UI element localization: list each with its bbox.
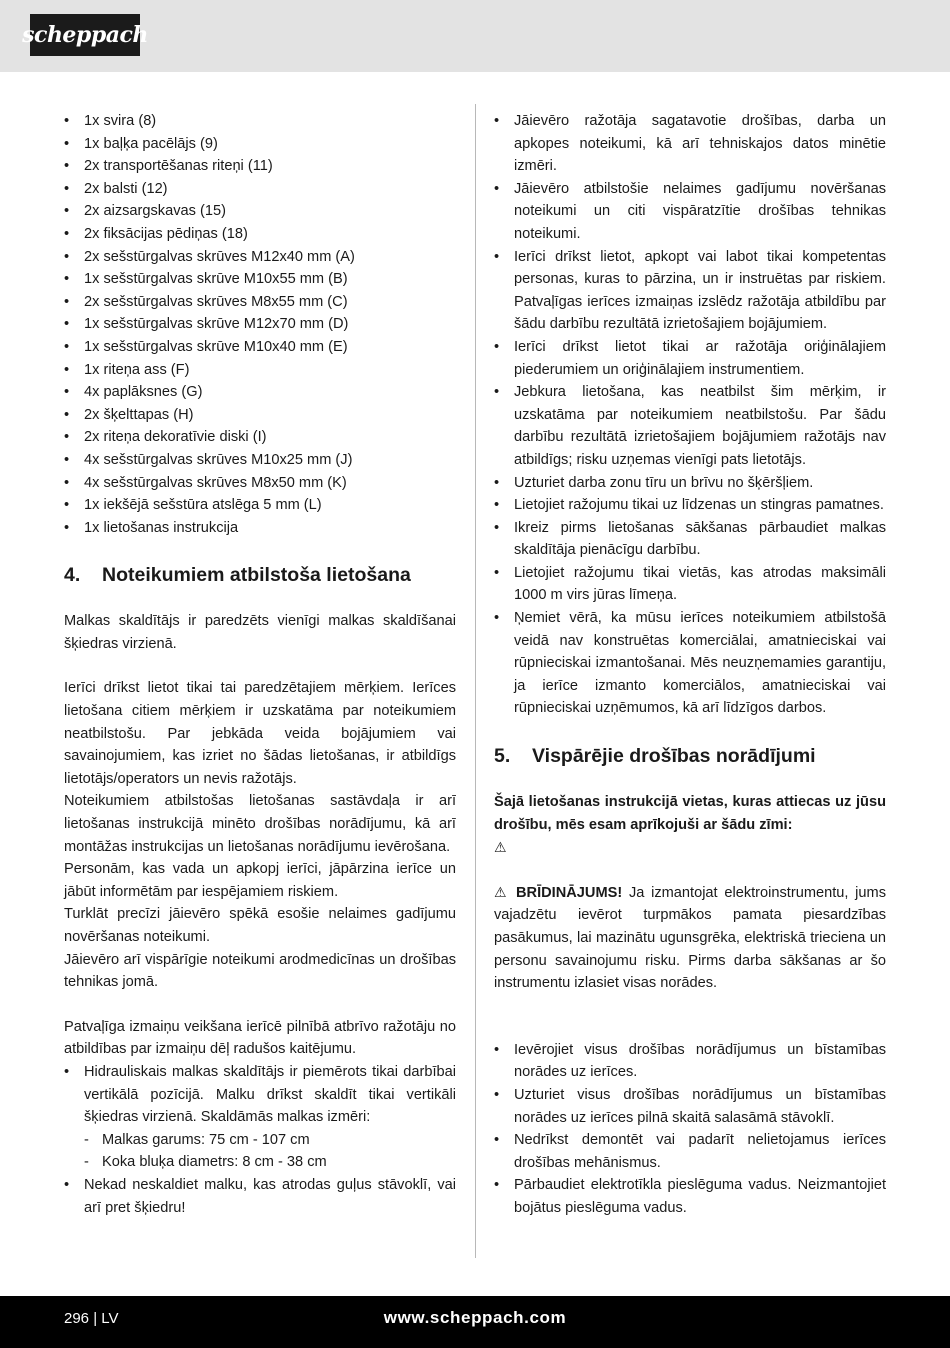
list-item: • 4x paplāksnes (G): [64, 381, 456, 404]
left-column: [64, 110, 456, 1219]
list-item: • 1x sešstūrgalvas skrūve M10x40 mm (E): [64, 336, 456, 359]
list-item: • Ierīci drīkst lietot, apkopt vai labot tikai kompetentas personas, kuras to pārzina, un ir instruētas par riskiem. Patvaļīgas ierīces izmaiņas izslēdz ražotāja atbildību par šādu darbību rezultātā izrietošajiem bojājumiem.: [494, 246, 886, 336]
list-item: • 2x šķelttapas (H): [64, 404, 456, 427]
paragraph: Turklāt precīzi jāievēro spēkā esošie nelaimes gadījumu novēršanas noteikumi.: [64, 906, 456, 945]
dash-item: - Malkas garums: 75 cm - 107 cm: [84, 1129, 456, 1152]
list-item: • 1x sešstūrgalvas skrūve M12x70 mm (D): [64, 313, 456, 336]
page-number: 296 | LV: [64, 1310, 119, 1327]
list-item: • Lietojiet ražojumu tikai vietās, kas atrodas maksimāli 1000 m virs jūras līmeņa.: [494, 562, 886, 607]
list-item: • Jāievēro atbilstošie nelaimes gadījumu novēršanas noteikumi un citi vispāratzītie drošības tehnikas noteikumi.: [494, 178, 886, 246]
list-item: • 2x aizsargskavas (15): [64, 200, 456, 223]
list-item: • Lietojiet ražojumu tikai uz līdzenas un stingras pamatnes.: [494, 494, 886, 517]
list-item: • 1x riteņa ass (F): [64, 359, 456, 382]
paragraph: Jāievēro arī vispārīgie noteikumi arodmedicīnas un drošības tehnikas jomā.: [64, 951, 456, 991]
page-header: [0, 0, 950, 72]
list-item: • 1x svira (8): [64, 110, 456, 133]
rules-list: [494, 110, 886, 720]
list-item: • Pārbaudiet elektrotīkla pieslēguma vadus. Neizmantojiet bojātus pieslēguma vadus.: [494, 1174, 886, 1219]
list-item: • 2x balsti (12): [64, 178, 456, 201]
list-item: • 2x sešstūrgalvas skrūves M8x55 mm (C): [64, 291, 456, 314]
list-item: • 1x sešstūrgalvas skrūve M10x55 mm (B): [64, 268, 456, 291]
safety-list: [494, 1039, 886, 1220]
section-title: Vispārējie drošības norādījumi: [532, 745, 816, 768]
list-item: • 4x sešstūrgalvas skrūves M10x25 mm (J): [64, 449, 456, 472]
section-4-heading: [64, 562, 456, 588]
list-item: • Nedrīkst demontēt vai padarīt nelietojamus ierīces drošības mehānismus.: [494, 1129, 886, 1174]
paragraph: Personām, kas vada un apkopj ierīci, jāpārzina ierīce un jābūt informētām par iespējamiem riskiem.: [64, 861, 456, 900]
warning-icon: ⚠: [494, 839, 507, 856]
list-item: • 2x sešstūrgalvas skrūves M12x40 mm (A): [64, 246, 456, 269]
list-item: • 2x transportēšanas riteņi (11): [64, 155, 456, 178]
usage-list: [64, 1061, 456, 1219]
paragraph: Ierīci drīkst lietot tikai tai paredzētajiem mērķiem. Ierīces lietošana citiem mērķiem ir uzskatāma par noteikumiem neatbilstošu. Par jebkāda veida bojājumiem vai savainojumiem, kas izriet no šādas lietošanas, ir atbildīgs lietotājs/operators un nevis ražotājs.: [64, 680, 456, 787]
list-item: • 2x fiksācijas pēdiņas (18): [64, 223, 456, 246]
section-number: 5.: [494, 745, 511, 768]
list-item: • 1x baļķa pacēlājs (9): [64, 133, 456, 156]
paragraph: Noteikumiem atbilstošas lietošanas sastāvdaļa ir arī lietošanas instrukcijā minēto drošības norādījumu, kā arī montāžas instrukcijas un lietošanas norādījumu ievērošana.: [64, 793, 456, 855]
list-item: • Ikreiz pirms lietošanas sākšanas pārbaudiet malkas skaldītāja pienācīgu darbību.: [494, 517, 886, 562]
warning-label: BRĪDINĀJUMS!: [515, 884, 623, 901]
brand-logo: scheppach: [30, 14, 140, 56]
list-item: • Jāievēro ražotāja sagatavotie drošības, darba un apkopes noteikumi, kā arī tehniskajos datos minētie izmēri.: [494, 110, 886, 178]
list-item: • 4x sešstūrgalvas skrūves M8x50 mm (K): [64, 472, 456, 495]
list-item: • Ierīci drīkst lietot tikai ar ražotāja oriģinālajiem piederumiem un oriģinālajiem instrumentiem.: [494, 336, 886, 381]
list-item: • 1x iekšējā sešstūra atslēga 5 mm (L): [64, 494, 456, 517]
section-title: Noteikumiem atbilstoša lietošana: [102, 564, 411, 587]
list-item: • Uzturiet visus drošības norādījumus un bīstamības norādes uz ierīces pilnā skaitā salasāmā stāvoklī.: [494, 1084, 886, 1129]
section-5-heading: [494, 743, 886, 769]
parts-list: [64, 110, 456, 539]
warning-icon: ⚠: [494, 883, 510, 900]
list-item: • 2x riteņa dekoratīvie diski (I): [64, 426, 456, 449]
safety-intro: Šajā lietošanas instrukcijā vietas, kuras attiecas uz jūsu drošību, mēs esam aprīkojuši ar šādu zīmi:: [494, 794, 886, 833]
paragraph: Patvaļīga izmaiņu veikšana ierīcē pilnībā atbrīvo ražotāju no atbildības par izmaiņu dēļ radušos kaitējumu.: [64, 1018, 456, 1058]
column-divider: [475, 104, 476, 1258]
section-number: 4.: [64, 564, 81, 587]
list-item: • 1x lietošanas instrukcija: [64, 517, 456, 540]
list-item: • Ņemiet vērā, ka mūsu ierīces noteikumiem atbilstošā veidā nav konstruētas komerciālai, amatnieciskai vai rūpnieciskai izmantošanai. Mēs neuzņemamies garantiju, ja ierīce izmanto komerciālos, amatnieciskai vai rūpnieciskai uzņēmumos, kā arī līdzīgos darbos.: [494, 607, 886, 720]
website-link[interactable]: www.scheppach.com: [383, 1308, 567, 1327]
dash-item: - Koka bluķa diametrs: 8 cm - 38 cm: [84, 1151, 456, 1174]
list-item: • Ievērojiet visus drošības norādījumus un bīstamības norādes uz ierīces.: [494, 1039, 886, 1084]
warning-paragraph: [494, 881, 886, 995]
paragraph: Malkas skaldītājs ir paredzēts vienīgi malkas skaldīšanai šķiedras virzienā.: [64, 613, 456, 652]
right-column: [494, 110, 886, 1220]
page-footer: [0, 1296, 950, 1348]
warning-text: Ja izmantojat elektroinstrumentu, jums vajadzētu ievērot turpmākos pamata piesardzības pasākumus, lai mazinātu ugunsgrēka, elektriskā trieciena un personu savainojumu risku. Pirms darba sākšanas ar šo instrumentu izlasiet visas norādes.: [494, 884, 886, 992]
list-item: • Jebkura lietošana, kas neatbilst šim mērķim, ir uzskatāma par noteikumiem neatbilstošu. Par šādu darbību rezultātā izrietošajiem bojājumiem ražotājs nav atbildīgs; risku uzņemas vienīgi pats lietotājs.: [494, 381, 886, 471]
list-item: • Uzturiet darba zonu tīru un brīvu no šķēršļiem.: [494, 472, 886, 495]
list-item: • Hidrauliskais malkas skaldītājs ir piemērots tikai darbībai vertikālā pozīcijā. Malku drīkst skaldīt tikai vertikāli šķiedras virzienā. Skaldāmās malkas izmēri:: [64, 1061, 456, 1129]
list-item: • Nekad neskaldiet malku, kas atrodas guļus stāvoklī, vai arī pret šķiedru!: [64, 1174, 456, 1219]
